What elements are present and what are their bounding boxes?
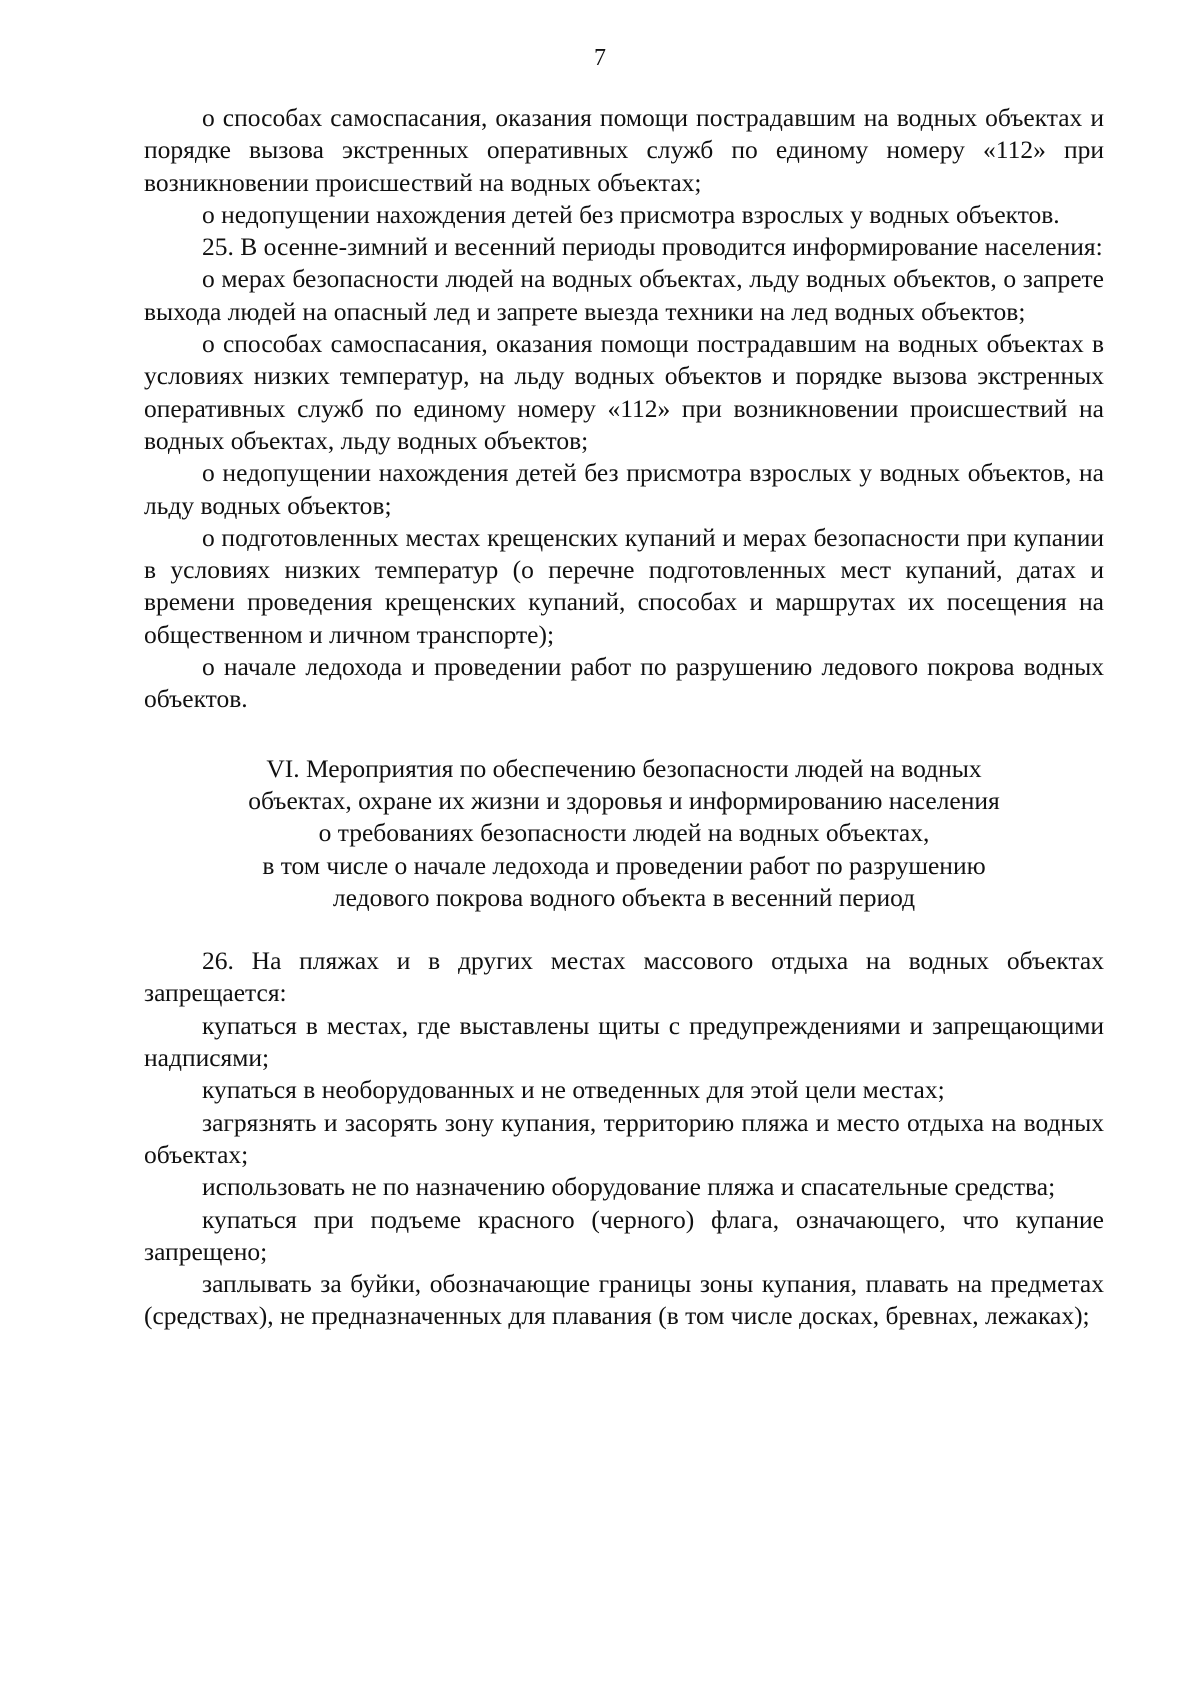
paragraph: купаться в необорудованных и не отведенных для этой цели местах;	[202, 1075, 945, 1105]
section-heading-line: ледового покрова водного объекта в весенний период	[332, 882, 916, 912]
section-heading-line: о требованиях безопасности людей на водных объектах,	[318, 818, 930, 848]
paragraph: загрязнять и засорять зону купания, территорию пляжа и место отдыха на водных объектах;	[144, 1107, 1104, 1169]
paragraph: купаться при подъеме красного (черного) флага, означающего, что купание запрещено;	[144, 1204, 1104, 1266]
section-heading-line: VI. Мероприятия по обеспечению безопасности людей на водных	[266, 753, 982, 783]
paragraph: о подготовленных местах крещенских купаний и мерах безопасности при купании в условиях низких температур (о перечне подготовленных мест купаний, датах и времени проведения крещенских купаний, способах и маршрутах их посещения на общественном и личном транспорте);	[144, 522, 1104, 649]
document-body	[144, 102, 1104, 1333]
paragraph: заплывать за буйки, обозначающие границы зоны купания, плавать на предметах (средствах), не предназначенных для плавания (в том числе досках, бревнах, лежаках);	[144, 1269, 1104, 1331]
paragraph: о недопущении нахождения детей без присмотра взрослых у водных объектов.	[202, 199, 1060, 229]
paragraph: о способах самоспасания, оказания помощи пострадавшим на водных объектах в условиях низких температур, на льду водных объектов и порядке вызова экстренных оперативных служб по единому номеру «112» при возникновении происшествий на водных объектах, льду водных объектов;	[144, 329, 1104, 455]
paragraph: о мерах безопасности людей на водных объектах, льду водных объектов, о запрете выхода людей на опасный лед и запрете выезда техники на лед водных объектов;	[144, 264, 1104, 326]
section-heading-line: объектах, охране их жизни и здоровья и информированию населения	[248, 785, 1000, 815]
paragraph: использовать не по назначению оборудование пляжа и спасательные средства;	[202, 1172, 1056, 1202]
paragraph: купаться в местах, где выставлены щиты с предупреждениями и запрещающими надписями;	[144, 1010, 1104, 1073]
paragraph: 26. На пляжах и в других местах массового отдыха на водных объектах запрещается:	[144, 946, 1104, 1008]
paragraph: о начале ледохода и проведении работ по разрушению ледового покрова водных объектов.	[144, 652, 1104, 714]
paragraph: о недопущении нахождения детей без присмотра взрослых у водных объектов, на льду водных объектов;	[144, 458, 1104, 520]
paragraph: 25. В осенне-зимний и весенний периоды проводится информирование населения:	[202, 232, 1103, 262]
section-heading-line: в том числе о начале ледохода и проведении работ по разрушению	[262, 850, 986, 880]
section-heading	[144, 753, 1104, 914]
page-number: 7	[594, 45, 606, 71]
paragraph: о способах самоспасания, оказания помощи пострадавшим на водных объектах и порядке вызова экстренных оперативных служб по единому номеру «112» при возникновении происшествий на водных объектах;	[144, 103, 1104, 197]
